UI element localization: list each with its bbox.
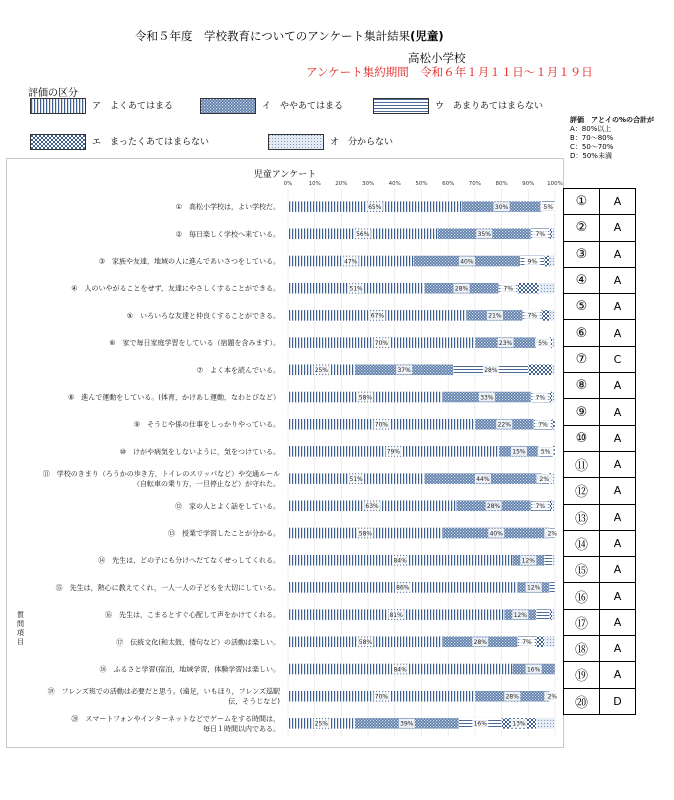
data-label: 7% [535,231,546,239]
bar-segment [552,609,555,620]
page-title: 令和５年度 学校教育についてのアンケート集計結果(児童) [135,29,444,43]
grade-row [564,688,636,714]
category-label: ⑬ 授業で学習したことが分かる。 [168,529,280,538]
data-label: 70% [374,693,389,701]
data-label: 2% [539,475,550,483]
category-label: ⑨ そうじや係の仕事をしっかりやっている。 [133,420,280,429]
bar-segment [518,283,539,294]
category-label: （自転車の乗り方，一旦停止など）が守れた。 [133,480,280,489]
question-number: ④ [564,267,600,293]
question-number: ⑥ [564,320,600,346]
bar-segment [550,310,555,321]
bar-segment [552,500,555,511]
category-label: ⑥ 家で毎日家庭学習をしている（宿題を含みます）。 [109,339,280,348]
data-label: 70% [374,339,389,347]
grade-row [564,451,636,477]
category-label: ⑲ フレンズ班での活動は必要だと思う。(遠足，いもほり，フレンズ巡駅 [47,687,280,696]
question-number: ⑬ [564,504,600,530]
grade-value: A [600,557,636,583]
bar-segment [552,392,555,403]
question-number: ⑮ [564,557,600,583]
x-tick-label: 20% [335,181,348,187]
question-number: ⑦ [564,346,600,372]
legend-item-a: ア よくあてはまる [30,98,173,114]
question-number: ⑱ [564,636,600,662]
category-label: ⑧ 進んで運動をしている。(体育，かけあし運動，なわとびなど） [67,393,280,402]
category-label: ④ 人のいやがることをせず，友達にやさしくすることができる。 [71,284,280,293]
x-tick-label: 90% [522,181,535,187]
data-label: 51% [349,285,363,293]
grade-value: A [600,609,636,635]
grade-row [564,294,636,320]
grade-value: A [600,451,636,477]
bar-segment [552,473,555,484]
data-label: 86% [396,584,410,592]
legend-swatch-checker [30,134,86,150]
grade-row [564,478,636,504]
data-label: 2% [547,693,558,701]
grade-value: C [600,346,636,372]
data-label: 25% [314,720,329,728]
data-label: 33% [480,394,494,402]
question-number: ⑳ [564,688,600,714]
category-label: ① 高松小学校は，よい学校だ。 [175,203,280,212]
category-label: ⑫ 家の人とよく話をしている。 [175,502,280,511]
x-tick-label: 10% [308,181,321,187]
question-number: ⑧ [564,373,600,399]
grade-value: A [600,399,636,425]
data-label: 67% [370,312,385,320]
data-label: 5% [540,448,551,456]
grade-value: A [600,267,636,293]
category-label: ⑳ スマートフォンやインターネットなどでゲームをする時間は， [71,714,280,723]
grade-value: A [600,189,636,215]
data-label: 35% [477,231,491,239]
grade-value: A [600,662,636,688]
x-tick-label: 60% [442,181,455,187]
category-label: ⑦ よく本を読んでいる。 [196,366,280,375]
data-label: 40% [460,258,474,266]
grade-value: A [600,294,636,320]
grade-row [564,583,636,609]
chart-title: 児童アンケート [253,170,317,180]
question-number: ② [564,215,600,241]
grading-level: D：50%未満 [570,152,612,160]
data-label: 5% [543,203,554,211]
data-label: 44% [476,475,490,483]
data-label: 23% [498,339,513,347]
grade-value: D [600,688,636,714]
data-label: 30% [494,203,509,211]
data-label: 28% [454,285,469,293]
category-label: 毎日１時間以内である。 [203,724,280,733]
grade-value: A [600,583,636,609]
category-label: ⑯ 先生は，こまるとすぐ心配して声をかけてくれる。 [105,611,280,620]
question-number: ⑩ [564,425,600,451]
bar-segment [544,555,552,566]
data-label: 5% [538,339,548,347]
data-label: 2% [547,530,558,538]
grading-level: A：80%以上 [570,125,612,133]
data-label: 21% [488,312,502,320]
data-label: 58% [358,639,373,647]
grade-row [564,215,636,241]
question-number: ⑯ [564,583,600,609]
data-label: 7% [522,639,532,647]
bar-segment [542,310,550,321]
data-label: 7% [527,312,538,320]
grade-value: A [600,320,636,346]
data-label: 58% [358,530,373,538]
bar-segment [552,337,555,348]
legend-item-u: ウ あまりあてはまらない [373,98,543,114]
grade-value: A [600,215,636,241]
bar-segment [550,392,553,403]
category-label: ② 毎日楽しく学校へ来ている。 [175,230,280,239]
data-label: 39% [400,720,414,728]
grade-value: A [600,373,636,399]
school-name: 高松小学校 [408,51,466,65]
grade-value: A [600,478,636,504]
question-number: ③ [564,241,600,267]
grading-level: C：50～70% [570,143,614,151]
category-label: ⑤ いろいろな友達と仲良くすることができる。 [126,311,280,320]
data-label: 12% [521,557,535,565]
bar-segment [544,256,549,267]
data-label: 28% [473,639,487,647]
grade-row [564,241,636,267]
grade-row [564,399,636,425]
category-label: ⑮ 先生は，熱心に教えてくれ，一人一人の子どもを大切にしている。 [55,583,280,592]
data-label: 84% [393,666,407,674]
grading-criteria [570,116,654,161]
grade-row [564,189,636,215]
data-label: 70% [374,421,389,429]
data-label: 37% [397,367,411,375]
data-label: 7% [535,503,546,511]
data-label: 79% [386,448,401,456]
grade-value: A [600,504,636,530]
data-label: 7% [535,394,546,402]
category-label: ⑰ 伝統文化(和太鼓，倭句など）の活動は楽しい。 [116,638,280,647]
x-tick-label: 40% [388,181,401,187]
grade-value: A [600,425,636,451]
grade-row [564,557,636,583]
bar-segment [552,419,555,430]
data-label: 28% [484,367,498,375]
grade-table [563,188,636,715]
legend-title: 評価の区分 [28,88,78,99]
question-number: ① [564,189,600,215]
category-label: ⑭ 先生は，どの子にも分けへだてなくせっしてくれる。 [98,556,280,565]
grade-value: A [600,530,636,556]
grade-row [564,636,636,662]
survey-period: アンケート集約期間 令和６年１月１１日～１月１９日 [306,65,593,79]
bar-segment [539,283,555,294]
data-label: 56% [356,231,370,239]
data-label: 28% [505,693,519,701]
data-label: 12% [513,611,527,619]
data-label: 51% [349,475,363,483]
stacked-bar-chart [7,159,563,747]
data-label: 13% [512,720,526,728]
legend-item-i: イ ややあてはまる [200,98,343,114]
grade-row [564,320,636,346]
data-label: 84% [393,557,407,565]
data-label: 7% [538,421,548,429]
data-label: 22% [497,421,511,429]
bar-segment [550,228,553,239]
bar-segment [536,636,544,647]
grade-row [564,504,636,530]
data-label: 47% [344,258,358,266]
category-label: ⑱ ふるさと学習(宿泊，地域学習，体験学習)は楽しい。 [99,665,280,674]
question-number: ⑲ [564,662,600,688]
data-label: 28% [486,503,501,511]
bar-segment [552,555,555,566]
x-tick-label: 30% [361,181,375,187]
question-number: ⑪ [564,451,600,477]
data-label: 58% [358,394,373,402]
data-label: 40% [489,530,503,538]
legend-swatch-light-dots [268,134,324,150]
bar-segment [550,500,553,511]
x-tick-label: 80% [495,181,508,187]
grade-row [564,346,636,372]
bar-segment [544,636,555,647]
grade-row [564,662,636,688]
data-label: 12% [526,584,541,592]
grade-value: A [600,241,636,267]
bar-segment [550,582,555,593]
bar-segment [552,364,555,375]
question-number: ⑰ [564,609,600,635]
category-label: ⑪ 学校のきまり（ろうかの歩き方，トイレのスリッパなど）や交通ルール [42,470,280,479]
question-number: ⑨ [564,399,600,425]
data-label: 7% [503,285,514,293]
category-label: ③ 家族や友達，地域の人に進んであいさつをしている。 [98,257,280,266]
grade-row [564,609,636,635]
legend-item-e: エ まったくあてはまらない [30,134,209,150]
x-tick-label: 0% [283,181,293,187]
data-label: 9% [527,258,538,266]
grade-row [564,267,636,293]
bar-segment [552,228,555,239]
data-label: 25% [314,367,329,375]
grade-row [564,530,636,556]
question-number: ⑭ [564,530,600,556]
category-label: 伝，そうじなど) [228,697,280,706]
data-label: 16% [526,666,541,674]
x-tick-label: 50% [415,181,428,187]
x-tick-label: 70% [468,181,482,187]
legend-swatch-horizontal-lines [373,98,429,114]
legend-swatch-vertical-lines [30,98,86,114]
bar-segment [550,256,555,267]
y-axis-label: 質問項目 [17,611,24,646]
question-number: ⑤ [564,294,600,320]
category-label: ⑩ けがや病気をしないように，気をつけている。 [119,447,280,456]
data-label: 16% [473,720,487,728]
data-label: 65% [368,203,382,211]
grading-level: B：70～80% [570,134,614,142]
bar-segment [528,364,552,375]
grade-value: A [600,636,636,662]
bar-segment [536,609,549,620]
data-label: 63% [365,503,379,511]
data-label: 15% [512,448,526,456]
question-number: ⑫ [564,478,600,504]
x-tick-label: 100% [547,181,563,187]
grade-row [564,425,636,451]
bar-segment [550,609,553,620]
chart-panel [6,158,564,748]
data-label: 81% [389,611,403,619]
grading-heading: 評価 アとイの%の合計が [570,116,655,124]
grade-row [564,373,636,399]
bar-segment [536,718,555,729]
legend-swatch-dense-dots [200,98,256,114]
legend-item-o: オ 分からない [268,134,393,150]
